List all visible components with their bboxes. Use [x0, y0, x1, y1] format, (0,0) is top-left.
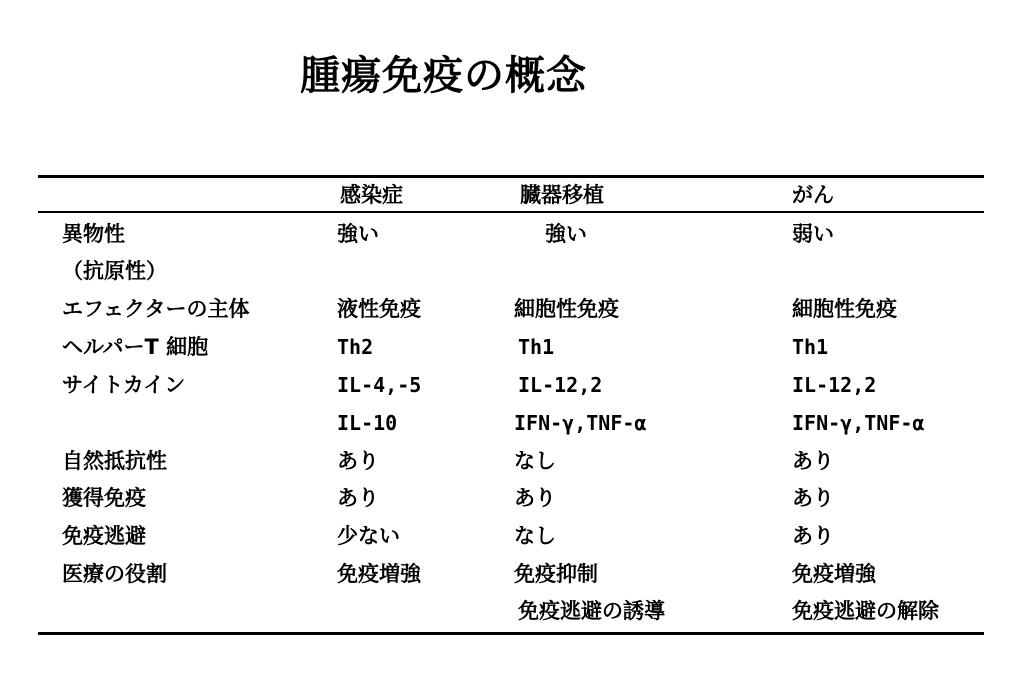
row-label: 免疫逃避 — [62, 524, 146, 548]
table-cell: あり — [792, 486, 834, 510]
row-label: 医療の役割 — [62, 562, 167, 586]
row-label: 自然抵抗性 — [62, 449, 167, 473]
table-cell: IL-10 — [337, 411, 398, 435]
row-label: ヘルパーT 細胞 — [62, 335, 209, 359]
page-title: 腫瘍免疫の概念 — [300, 53, 587, 99]
table-cell: あり — [337, 449, 379, 473]
table-cell: あり — [792, 524, 834, 548]
table-cell: Th1 — [792, 335, 829, 359]
table-cell: Th1 — [518, 335, 555, 359]
table-cell: あり — [514, 486, 556, 510]
column-header-cancer: がん — [792, 183, 834, 207]
column-header-transplant: 臓器移植 — [520, 183, 604, 207]
row-label: エフェクターの主体 — [62, 297, 250, 321]
table-cell: なし — [514, 449, 556, 473]
table-cell: 免疫逃避の誘導 — [518, 599, 665, 623]
table-cell: 免疫抑制 — [514, 562, 598, 586]
column-header-infection: 感染症 — [340, 183, 403, 207]
table-cell: IL-12,2 — [792, 373, 877, 397]
table-top-rule — [38, 175, 984, 178]
table-cell: あり — [792, 449, 834, 473]
table-cell: 強い — [545, 222, 587, 246]
table-cell: IL-12,2 — [518, 373, 603, 397]
table-cell: 少ない — [337, 524, 400, 548]
row-label: （抗原性） — [62, 259, 167, 283]
table-cell: 強い — [337, 222, 379, 246]
table-cell: 免疫増強 — [337, 562, 421, 586]
table-cell: IL-4,-5 — [337, 373, 422, 397]
table-cell: 免疫逃避の解除 — [792, 599, 939, 623]
table-cell: 免疫増強 — [792, 562, 876, 586]
table-header-rule — [38, 211, 984, 213]
table-bottom-rule — [38, 632, 984, 635]
table-cell: IFN-γ,TNF-α — [792, 411, 925, 435]
table-cell: 弱い — [792, 222, 834, 246]
table-cell: 細胞性免疫 — [514, 297, 619, 321]
row-label: 獲得免疫 — [62, 486, 146, 510]
table-cell: Th2 — [337, 335, 374, 359]
table-cell: IFN-γ,TNF-α — [514, 411, 647, 435]
row-label: 異物性 — [62, 222, 125, 246]
table-cell: あり — [337, 486, 379, 510]
row-label: サイトカイン — [62, 373, 186, 397]
table-cell: なし — [514, 524, 556, 548]
table-cell: 液性免疫 — [337, 297, 421, 321]
table-cell: 細胞性免疫 — [792, 297, 897, 321]
